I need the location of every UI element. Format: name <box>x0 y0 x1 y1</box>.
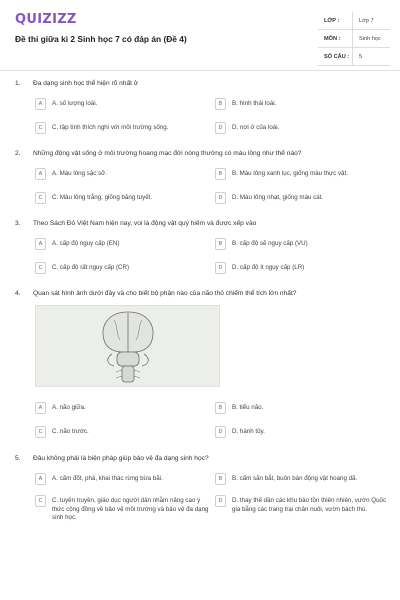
option-c[interactable] <box>35 124 205 134</box>
question-number: 3. <box>15 220 21 227</box>
option-letter: B <box>215 168 226 180</box>
option-text: D. cấp độ ít nguy cấp (LR) <box>232 264 305 271</box>
option-a[interactable] <box>35 170 205 180</box>
rabbit-brain-drawing <box>36 306 221 388</box>
option-d[interactable] <box>215 194 390 204</box>
option-letter: C <box>35 426 46 438</box>
option-letter: D <box>215 495 226 507</box>
option-text: B. hình thái loài. <box>232 100 277 107</box>
option-text: C. Màu lông trắng, giống băng tuyết. <box>52 194 153 201</box>
option-c[interactable] <box>35 497 210 523</box>
option-text: A. cấm đốt, phá, khai thác rừng bừa bãi. <box>52 475 163 482</box>
option-b[interactable] <box>215 404 390 414</box>
question-text: Những động vật sống ở môi trường hoang mạc đới nóng thường có màu lông như thế nào? <box>33 150 302 157</box>
option-text: C. não trước. <box>52 428 89 435</box>
option-letter: C <box>35 262 46 274</box>
worksheet-header <box>0 0 400 76</box>
option-text: C. tập tính thích nghi với môi trường sống. <box>52 124 169 131</box>
option-b[interactable] <box>215 170 390 180</box>
question-number: 4. <box>15 290 21 297</box>
option-a[interactable] <box>35 404 205 414</box>
header-divider <box>0 70 400 71</box>
option-c[interactable] <box>35 428 205 438</box>
option-letter: A <box>35 98 46 110</box>
option-d[interactable] <box>215 428 390 438</box>
option-letter: C <box>35 192 46 204</box>
option-b[interactable] <box>215 240 390 250</box>
meta-label: SỐ CÂU : <box>324 53 350 60</box>
meta-value: Sinh học <box>352 30 390 47</box>
option-text: B. cấm săn bắt, buôn bán động vật hoang dã. <box>232 475 358 482</box>
option-d[interactable] <box>215 264 390 274</box>
option-letter: A <box>35 402 46 414</box>
option-text: A. não giữa. <box>52 404 86 411</box>
option-a[interactable] <box>35 240 205 250</box>
option-letter: A <box>35 168 46 180</box>
option-text: D. hành tủy. <box>232 428 265 435</box>
option-letter: B <box>215 98 226 110</box>
option-text: B. tiểu não. <box>232 404 264 411</box>
question-text: Quan sát hình ảnh dưới đây và cho biết bộ phận nào của não thỏ chiếm thể tích lớn nhất? <box>33 290 297 297</box>
option-text: D. Màu lông nhạt, giống màu cát. <box>232 194 324 201</box>
question-text: Đâu không phải là biện pháp giúp bảo vệ đa dạng sinh học? <box>33 455 209 462</box>
quizizz-logo[interactable]: QUIZIZZ <box>15 12 77 27</box>
option-c[interactable] <box>35 194 205 204</box>
option-letter: D <box>215 262 226 274</box>
option-text: D. thay thế dần các khu bảo tồn thiên nhiên, vườn Quốc gia bằng các trang trại chăn nuôi, vườn bách thú. <box>232 497 387 513</box>
question-text: Đa dạng sinh học thể hiện rõ nhất ở <box>33 80 139 87</box>
option-letter: C <box>35 122 46 134</box>
question-text: Theo Sách Đỏ Việt Nam hiện nay, voi là động vật quý hiếm và được xếp vào <box>33 220 257 227</box>
option-a[interactable] <box>35 475 210 485</box>
option-c[interactable] <box>35 264 205 274</box>
option-b[interactable] <box>215 475 390 485</box>
option-letter: A <box>35 238 46 250</box>
meta-label: LỚP : <box>324 17 340 24</box>
option-letter: D <box>215 192 226 204</box>
option-letter: D <box>215 122 226 134</box>
option-text: B. cấp độ sẽ nguy cấp (VU) <box>232 240 308 247</box>
meta-label: MÔN : <box>324 35 341 42</box>
meta-table <box>318 12 390 66</box>
option-letter: B <box>215 473 226 485</box>
option-a[interactable] <box>35 100 205 110</box>
rabbit-brain-image <box>35 305 220 387</box>
meta-row-subject <box>318 30 390 48</box>
option-letter: D <box>215 426 226 438</box>
option-text: B. Màu lông xanh lục, giống màu thực vật. <box>232 170 348 177</box>
meta-row-count <box>318 48 390 66</box>
question-number: 1. <box>15 80 21 87</box>
option-d[interactable] <box>215 124 390 134</box>
option-text: A. Màu lông sặc sỡ. <box>52 170 107 177</box>
option-text: C. tuyên truyền, giáo dục người dân nhằm nâng cao ý thức cộng đồng về bảo vệ môi trường và bảo vệ đa dạng sinh học. <box>52 497 209 522</box>
question-number: 5. <box>15 455 21 462</box>
meta-row-grade <box>318 12 390 30</box>
page-title: Đề thi giữa kì 2 Sinh học 7 có đáp án (Đề 4) <box>15 34 187 44</box>
question-number: 2. <box>15 150 21 157</box>
option-d[interactable] <box>215 497 390 514</box>
meta-value: 5 <box>352 48 390 65</box>
option-letter: B <box>215 238 226 250</box>
option-text: C. cấp độ rất nguy cấp (CR) <box>52 264 130 271</box>
option-text: A. cấp độ nguy cấp (EN) <box>52 240 120 247</box>
option-letter: A <box>35 473 46 485</box>
option-text: D. nơi ở của loài. <box>232 124 280 131</box>
option-letter: B <box>215 402 226 414</box>
option-b[interactable] <box>215 100 390 110</box>
option-letter: C <box>35 495 46 507</box>
option-text: A. số lượng loài. <box>52 100 98 107</box>
meta-value: Lớp 7 <box>352 12 390 29</box>
